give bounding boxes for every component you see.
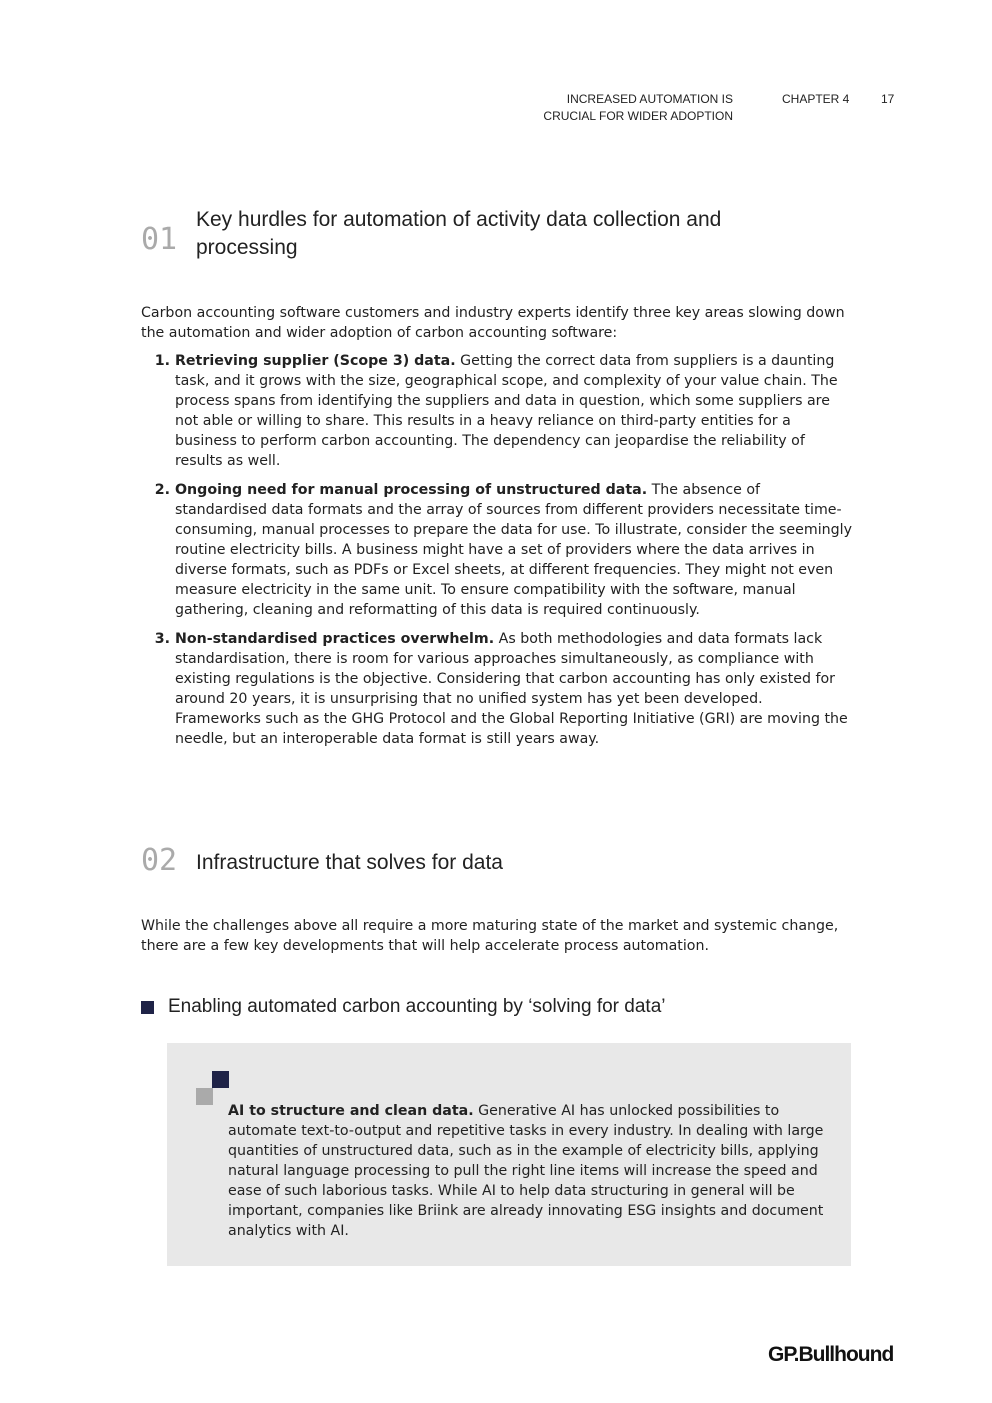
item-text: The absence of standardised data formats and the array of sources from different providers necessitate time-consuming, manual processes to prepare the data for use. To illustrate, consider the seemingly routine electricity bills. A business might have a set of providers where the data arrives in diverse formats, such as PDFs or Excel sheets, at different frequencies. They might not even measure electricity in the same unit. To ensure compatibility with the software, manual gathering, cleaning and reformatting of this data is required continuously. (175, 482, 852, 618)
chapter-label: CHAPTER 4 (782, 92, 850, 106)
subheading-text: Enabling automated carbon accounting by ‘solving for data’ (168, 996, 666, 1017)
callout-box (167, 1043, 851, 1266)
item-lead: Retrieving supplier (Scope 3) data. (175, 353, 456, 369)
item-text: As both methodologies and data formats lack standardisation, there is room for various approaches simultaneously, as compliance with existing regulations is the objective. Considering that carbon accounting has only existed for around 20 years, it is unsurprising that no unified system has yet been developed. Frameworks such as the GHG Protocol and the Global Reporting Initiative (GRI) are moving the needle, but an interoperable data format is still years away. (175, 631, 848, 747)
hurdles-list (141, 351, 853, 749)
callout-lead: AI to structure and clean data. (228, 1103, 474, 1119)
section-number: 02 (141, 843, 178, 878)
item-lead: Ongoing need for manual processing of unstructured data. (175, 482, 648, 498)
list-item (175, 351, 853, 471)
section-title: Infrastructure that solves for data (196, 851, 503, 874)
header-line-1: INCREASED AUTOMATION IS (566, 92, 733, 106)
section-title: Key hurdles for automation of activity data collection and processing (196, 208, 722, 259)
item-lead: Non-standardised practices overwhelm. (175, 631, 495, 647)
decorative-square-icon (196, 1088, 213, 1105)
decorative-square-icon (212, 1071, 229, 1088)
page-number: 17 (881, 92, 895, 106)
section-intro: Carbon accounting software customers and industry experts identify three key areas slowing down the automation and wider adoption of carbon accounting software: (141, 305, 845, 341)
section-number: 01 (141, 222, 178, 257)
callout-body: Generative AI has unlocked possibilities to automate text-to-output and repetitive tasks in every industry. In dealing with large quantities of unstructured data, such as in the example of electricity bills, applying natural language processing to pull the right line items will increase the speed and ease of such laborious tasks. While AI to help data structuring in general will be important, companies like Briink are already innovating ESG insights and document analytics with AI. (228, 1103, 824, 1239)
header-line-2: CRUCIAL FOR WIDER ADOPTION (543, 109, 733, 123)
brand-logo: GP.Bullhound (768, 1343, 894, 1366)
callout-text (228, 1101, 828, 1241)
list-item (175, 629, 853, 749)
subheading (141, 996, 666, 1018)
section-intro: While the challenges above all require a more maturing state of the market and systemic change, there are a few key developments that will help accelerate process automation. (141, 918, 839, 954)
list-item (175, 480, 853, 620)
square-bullet-icon (141, 1001, 154, 1014)
running-header-title (473, 91, 733, 125)
item-text: Getting the correct data from suppliers is a daunting task, and it grows with the size, geographical scope, and complexity of your value chain. The process spans from identifying the suppliers and data in question, which some suppliers are not able or willing to share. This results in a heavy reliance on third-party entities for a business to perform carbon accounting. The dependency can jeopardise the reliability of results as well. (175, 353, 838, 469)
